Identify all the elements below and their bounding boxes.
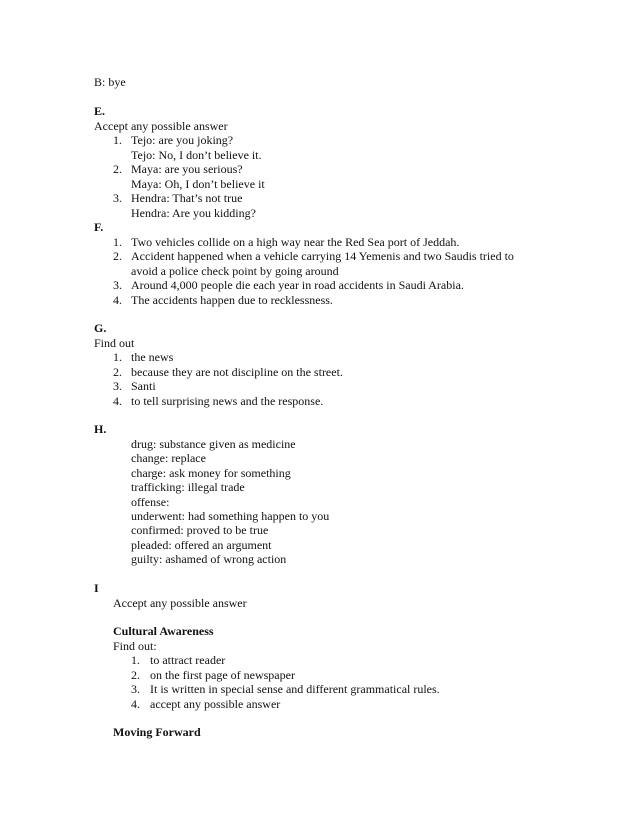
list-number: 1.: [113, 235, 122, 249]
list-item: on the first page of newspaper: [150, 668, 295, 682]
vocab-item: charge: ask money for something: [131, 466, 291, 480]
list-item: Maya: Oh, I don’t believe it: [131, 177, 265, 191]
list-item: Two vehicles collide on a high way near the Red Sea port of Jeddah.: [131, 235, 460, 249]
list-item: to tell surprising news and the response.: [131, 394, 324, 408]
top-line: B: bye: [94, 75, 126, 89]
list-number: 4.: [113, 293, 122, 307]
list-item: to attract reader: [150, 653, 226, 667]
list-number: 4.: [131, 697, 140, 711]
list-number: 3.: [113, 379, 122, 393]
section-i-heading: I: [94, 581, 99, 595]
list-item: Tejo: are you joking?: [131, 133, 234, 147]
section-e-heading: E.: [94, 104, 106, 118]
cultural-awareness-intro: Find out:: [113, 639, 157, 653]
list-number: 3.: [113, 278, 122, 292]
list-item: Accident happened when a vehicle carrying 14 Yemenis and two Saudis tried to: [131, 249, 514, 263]
list-number: 3.: [113, 191, 122, 205]
list-number: 2.: [113, 162, 122, 176]
section-i-intro: Accept any possible answer: [113, 596, 247, 610]
list-number: 4.: [113, 394, 122, 408]
section-h-heading: H.: [94, 422, 107, 436]
list-number: 3.: [131, 682, 140, 696]
vocab-item: offense:: [131, 495, 170, 509]
vocab-item: confirmed: proved to be true: [131, 523, 269, 537]
vocab-item: pleaded: offered an argument: [131, 538, 272, 552]
vocab-item: guilty: ashamed of wrong action: [131, 552, 287, 566]
list-item: It is written in special sense and different grammatical rules.: [150, 682, 440, 696]
list-number: 1.: [113, 350, 122, 364]
list-item: Around 4,000 people die each year in road accidents in Saudi Arabia.: [131, 278, 464, 292]
list-number: 2.: [131, 668, 140, 682]
section-f-heading: F.: [94, 220, 104, 234]
list-item: The accidents happen due to recklessness.: [131, 293, 333, 307]
section-g-intro: Find out: [94, 336, 135, 350]
list-item: Tejo: No, I don’t believe it.: [131, 148, 262, 162]
list-item: Hendra: That’s not true: [131, 191, 243, 205]
vocab-item: trafficking: illegal trade: [131, 480, 245, 494]
vocab-item: change: replace: [131, 451, 206, 465]
list-item: Hendra: Are you kidding?: [131, 206, 256, 220]
list-item: Maya: are you serious?: [131, 162, 243, 176]
list-number: 1.: [131, 653, 140, 667]
list-item: accept any possible answer: [150, 697, 281, 711]
section-g-heading: G.: [94, 321, 107, 335]
list-number: 2.: [113, 249, 122, 263]
cultural-awareness-heading: Cultural Awareness: [113, 624, 214, 638]
list-item: avoid a police check point by going around: [131, 264, 339, 278]
vocab-item: underwent: had something happen to you: [131, 509, 330, 523]
moving-forward-heading: Moving Forward: [113, 725, 201, 739]
list-item: the news: [131, 350, 174, 364]
list-number: 2.: [113, 365, 122, 379]
vocab-item: drug: substance given as medicine: [131, 437, 296, 451]
list-item: because they are not discipline on the street.: [131, 365, 343, 379]
list-number: 1.: [113, 133, 122, 147]
section-e-intro: Accept any possible answer: [94, 119, 228, 133]
list-item: Santi: [131, 379, 156, 393]
